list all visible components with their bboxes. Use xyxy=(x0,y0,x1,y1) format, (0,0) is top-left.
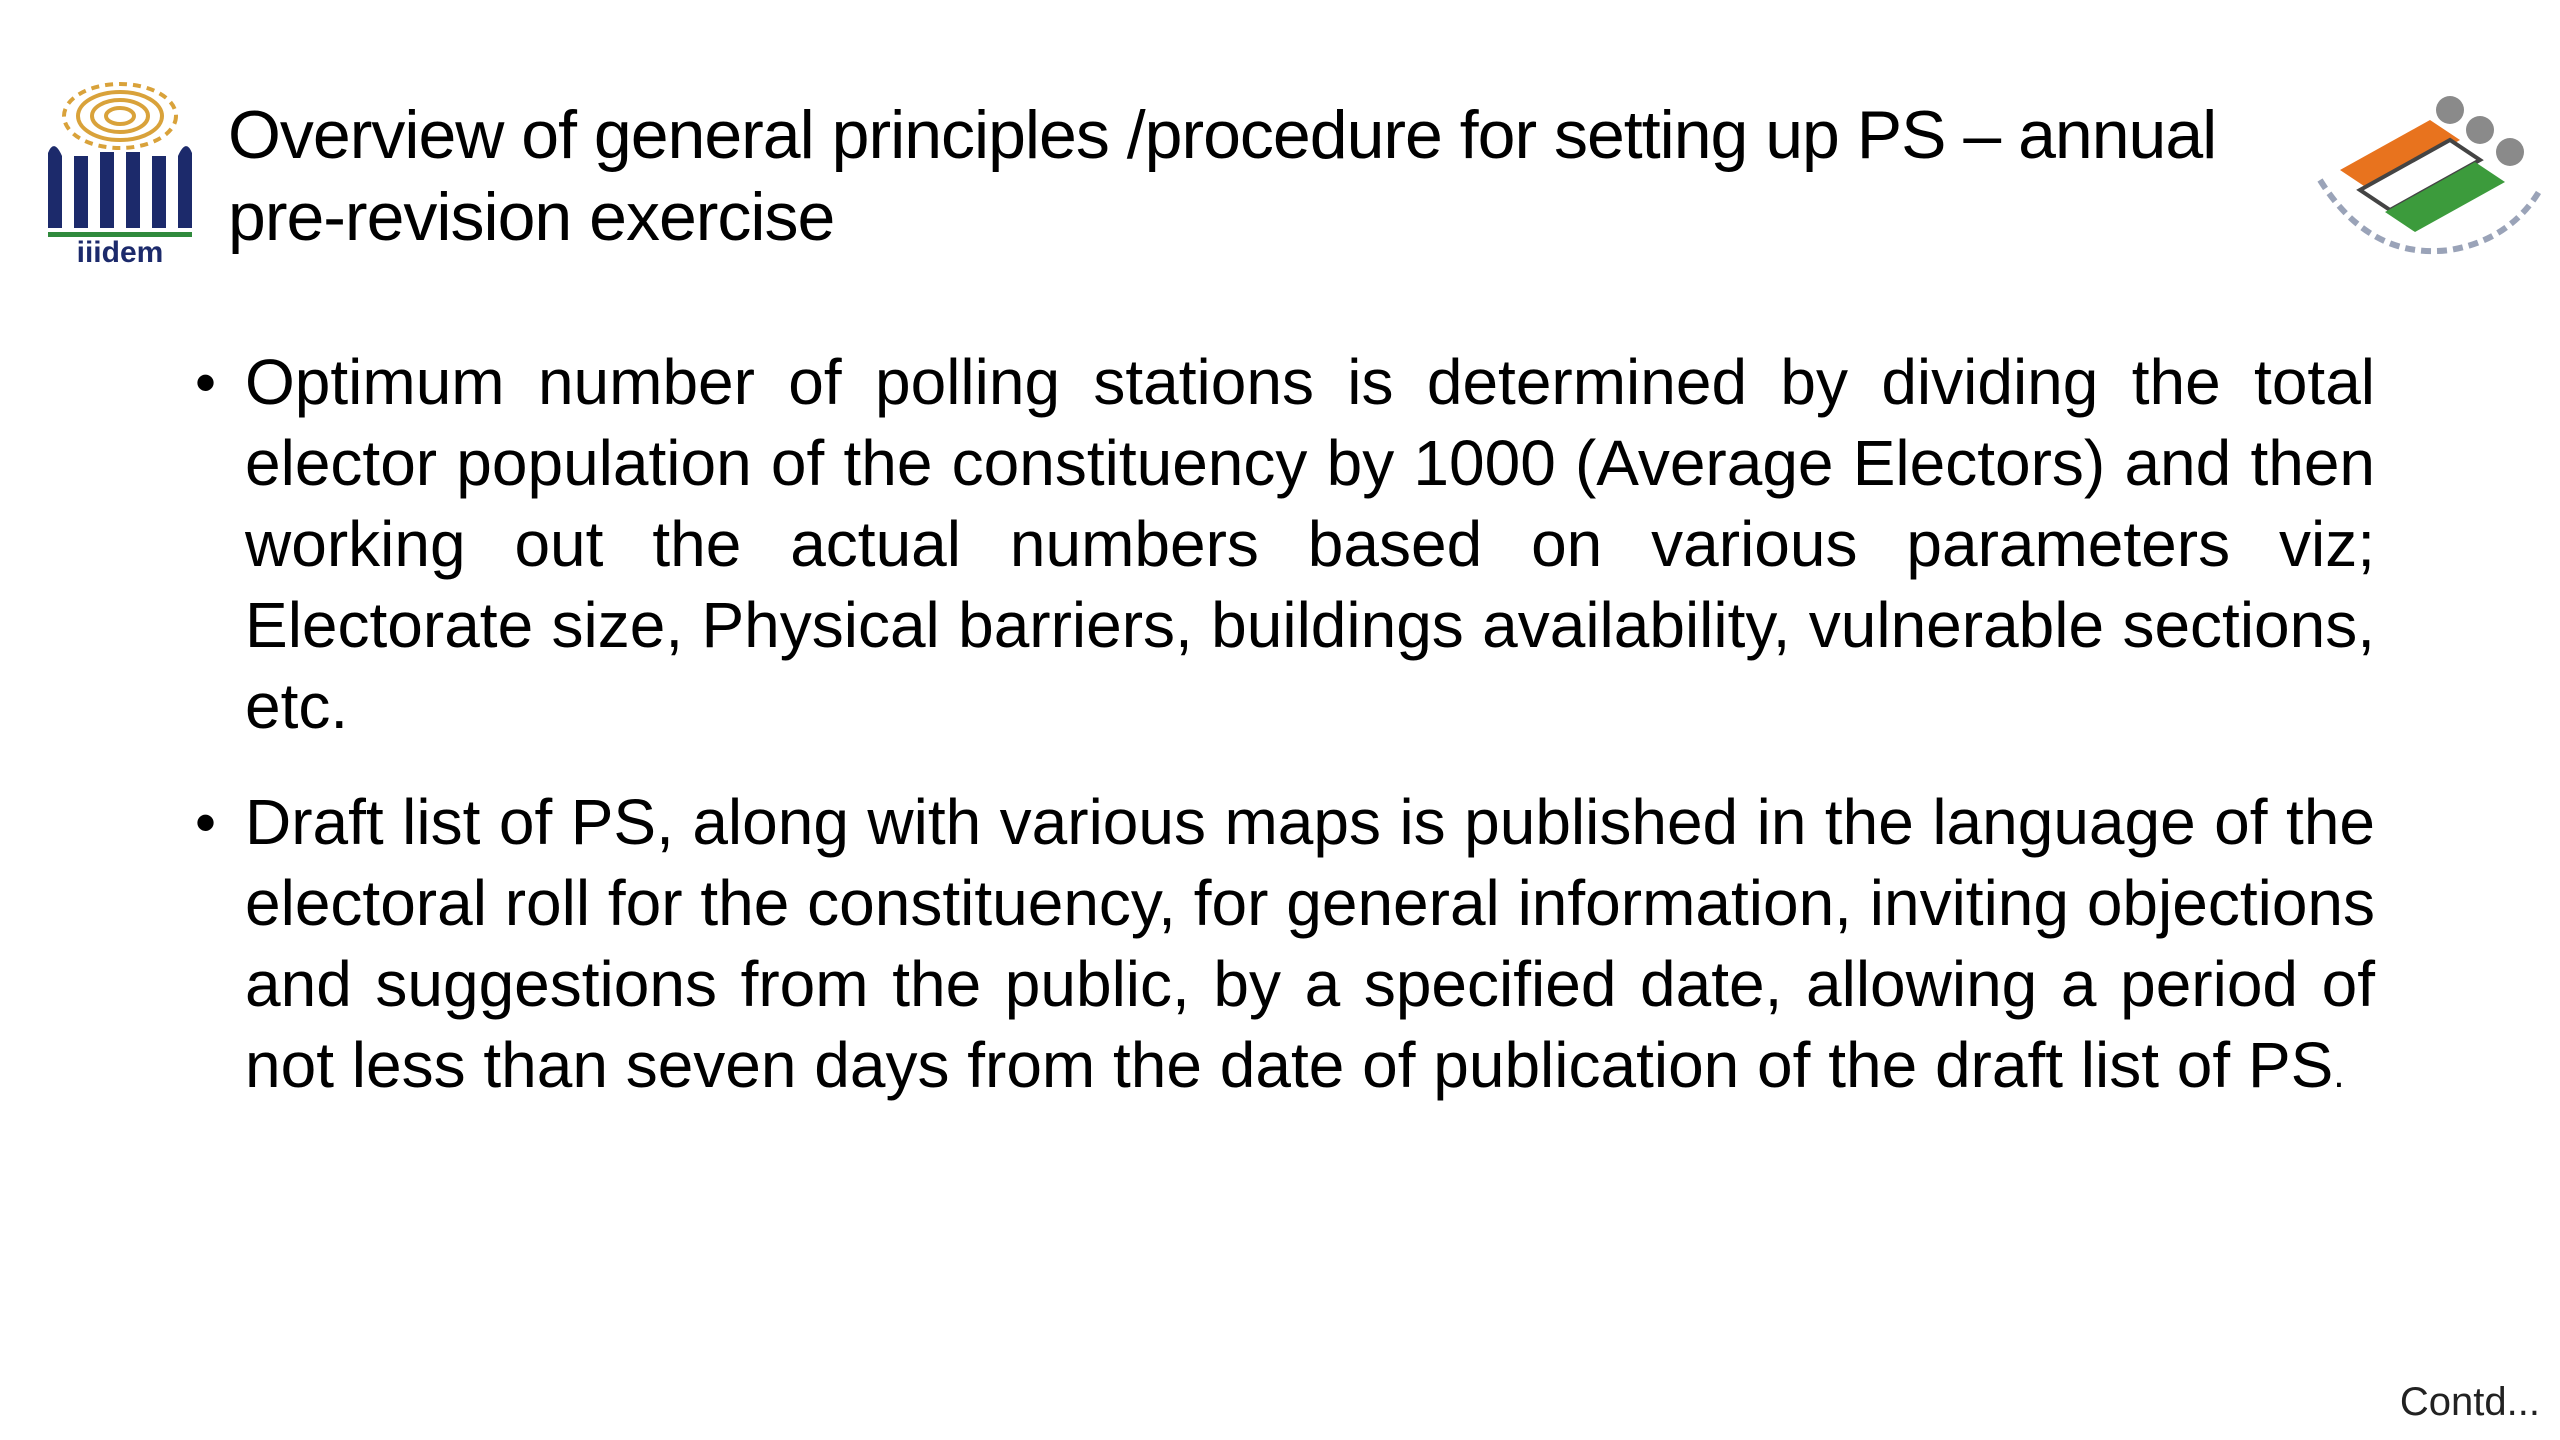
iiidem-logo xyxy=(40,78,200,268)
sun-spiral-icon xyxy=(64,84,176,148)
eci-logo xyxy=(2310,90,2550,270)
ballot-stripes-icon xyxy=(2340,96,2524,232)
bullet-list xyxy=(190,342,2375,1141)
slide-title: Overview of general principles /procedure for setting up PS – annual pre-revision exercise xyxy=(228,97,2217,255)
bullet-dot-icon: • xyxy=(195,349,217,416)
bullet-dot-icon: • xyxy=(195,789,217,856)
bullet-text: Draft list of PS, along with various maps is published in the language of the electoral roll for the constituency, for general information, inviting objections and suggestions from the public, by a specified date, allowing a period of not less than seven days from the date of publication of the draft list of PS xyxy=(245,786,2375,1101)
pillars-icon xyxy=(48,146,192,228)
bullet-tail: . xyxy=(2333,1052,2345,1096)
bullet-item xyxy=(190,342,2375,756)
bullet-item xyxy=(190,782,2375,1115)
bullet-text: Optimum number of polling stations is determined by dividing the total elector population of the constituency by 1000 (Average Electors) and then working out the actual numbers based on various parameters viz; Electorate size, Physical barriers, buildings availability, vulnerable sections, etc. xyxy=(245,346,2375,742)
contd-label: Contd... xyxy=(2399,1380,2540,1424)
logo-text: iiidem xyxy=(76,236,164,268)
